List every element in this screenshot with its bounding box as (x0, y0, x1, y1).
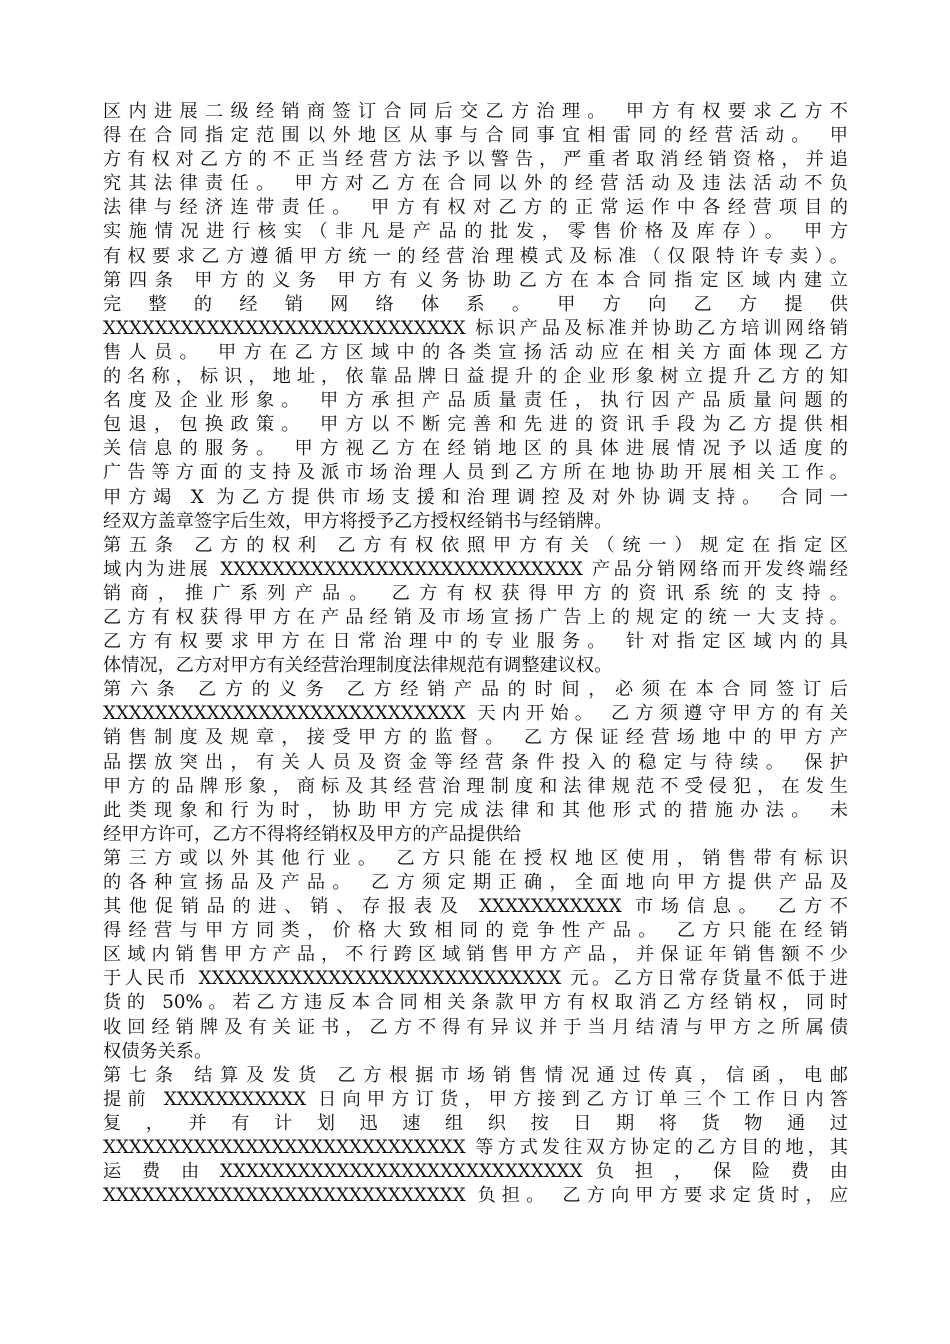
text-line: 销商，推广系列产品。 乙方有权获得甲方的资讯系统的支持。 (103, 582, 848, 604)
text-line: 经双方盖章签字后生效，甲方将授予乙方授权经销书与经销牌。 (103, 510, 613, 532)
text-line: 区内进展二级经销商签订合同后交乙方治理。 甲方有权要求乙方不 (103, 101, 848, 122)
text-line: 此类现象和行为时，协助甲方完成法律和其他形式的措施办法。 未 (103, 799, 848, 821)
text-line: 包退，包换政策。 甲方以不断完善和先进的资讯手段为乙方提供相 (103, 414, 848, 436)
text-line: 品摆放突出，有关人员及资金等经营条件投入的稳定与待续。 保护 (103, 751, 848, 773)
text-line: 广告等方面的支持及派市场治理人员到乙方所在地协助开展相关工作。 (103, 462, 848, 484)
text-line: 区域内销售甲方产品，不行跨区域销售甲方产品，并保证年销售额不少 (103, 944, 848, 966)
text-line: 权债务关系。 (103, 1040, 213, 1062)
text-line: 完 整 的 经 销 网 络 体 系 。 甲 方 向 乙 方 提 供 (103, 293, 848, 315)
text-line: 其他促销品的进、销、存报表及 XXXXXXXXXXX 市场信息。 乙方不 (103, 896, 848, 918)
text-line: 实施情况进行核实（非凡是产品的批发，零售价格及库存）。 甲方 (103, 221, 848, 243)
text-line: 第六条 乙方的义务 乙方经销产品的时间，必须在本合同签订后 (103, 679, 848, 701)
text-line: 第四条 甲方的义务 甲方有义务协助乙方在本合同指定区域内建立 (103, 269, 848, 291)
text-line: 销售制度及规章，接受甲方的监督。 乙方保证经营场地中的甲方产 (103, 727, 848, 749)
text-line: XXXXXXXXXXXXXXXXXXXXXXXXXXXX 标识产品及标准并协助乙方培训网络销 (103, 317, 848, 339)
text-line: 乙方有权要求甲方在日常治理中的专业服务。 针对指定区域内的具 (103, 631, 848, 653)
text-line: 究其法律责任。 甲方对乙方在合同以外的经营活动及违法活动不负 (103, 173, 848, 195)
text-line: 名度及企业形象。 甲方承担产品质量责任，执行因产品质量问题的 (103, 390, 848, 412)
text-line: 运 费 由 XXXXXXXXXXXXXXXXXXXXXXXXXXXX 负 担 ， 保 险 费 由 (103, 1161, 848, 1183)
text-line: 复 ， 并 有 计 划 迅 速 组 织 按 日 期 将 货 物 通 过 (103, 1112, 848, 1134)
text-line: 域内为进展 XXXXXXXXXXXXXXXXXXXXXXXXXXXX 产品分销网络而开发终端经 (103, 558, 848, 580)
text-line: 关信息的服务。 甲方视乙方在经销地区的具体进展情况予以适度的 (103, 438, 848, 460)
text-line: 方有权对乙方的不正当经营方法予以警告，严重者取消经销资格，并追 (103, 149, 848, 171)
text-line: 第三方或以外其他行业。 乙方只能在授权地区使用，销售带有标识 (103, 847, 848, 869)
text-line: XXXXXXXXXXXXXXXXXXXXXXXXXXXX 负担。 乙方向甲方要求定货时，应 (103, 1185, 848, 1207)
text-line: 于人民币 XXXXXXXXXXXXXXXXXXXXXXXXXXXX 元。乙方日常存货量不低于进 (103, 968, 848, 990)
text-line: XXXXXXXXXXXXXXXXXXXXXXXXXXXX 等方式发往双方协定的乙方目的地，其 (103, 1137, 848, 1159)
text-line: 甲方的品牌形象，商标及其经营治理制度和法律规范不受侵犯，在发生 (103, 775, 848, 797)
text-line: 得在合同指定范围以外地区从事与合同事宜相雷同的经营活动。 甲 (103, 125, 848, 147)
text-line: 乙方有权获得甲方在产品经销及市场宣扬广告上的规定的统一大支持。 (103, 606, 848, 628)
text-line: 售人员。 甲方在乙方区域中的各类宣扬活动应在相关方面体现乙方 (103, 341, 848, 363)
text-line: 第五条 乙方的权利 乙方有权依照甲方有关（统一）规定在指定区 (103, 534, 848, 556)
text-line: 甲方竭 X 为乙方提供市场支援和治理调控及对外协调支持。 合同一 (103, 486, 848, 508)
document-body (103, 100, 848, 1208)
text-line: 的名称，标识，地址，依靠品牌日益提升的企业形象树立提升乙方的知 (103, 366, 848, 388)
text-line: 得经营与甲方同类，价格大致相同的竞争性产品。 乙方只能在经销 (103, 920, 848, 942)
text-line: 第七条 结算及发货 乙方根据市场销售情况通过传真，信函，电邮 (103, 1064, 848, 1086)
text-line: 的各种宣扬品及产品。 乙方须定期正确，全面地向甲方提供产品及 (103, 872, 848, 893)
text-line: 有权要求乙方遵循甲方统一的经营治理模式及标准（仅限特许专卖）。 (103, 245, 848, 267)
text-line: XXXXXXXXXXXXXXXXXXXXXXXXXXXX 天内开始。 乙方须遵守甲方的有关 (103, 703, 848, 725)
text-line: 经甲方许可，乙方不得将经销权及甲方的产品提供给 (103, 823, 522, 845)
text-line: 法律与经济连带责任。 甲方有权对乙方的正常运作中各经营项目的 (103, 197, 848, 219)
text-line: 收回经销牌及有关证书，乙方不得有异议并于当月结清与甲方之所属债 (103, 1016, 848, 1038)
text-line: 体情况，乙方对甲方有关经营治理制度法律规范有调整建议权。 (103, 655, 613, 677)
text-line: 提前 XXXXXXXXXXX 日向甲方订货，甲方接到乙方订单三个工作日内答 (103, 1088, 848, 1110)
text-line: 货的 50%。若乙方违反本合同相关条款甲方有权取消乙方经销权，同时 (103, 992, 848, 1014)
